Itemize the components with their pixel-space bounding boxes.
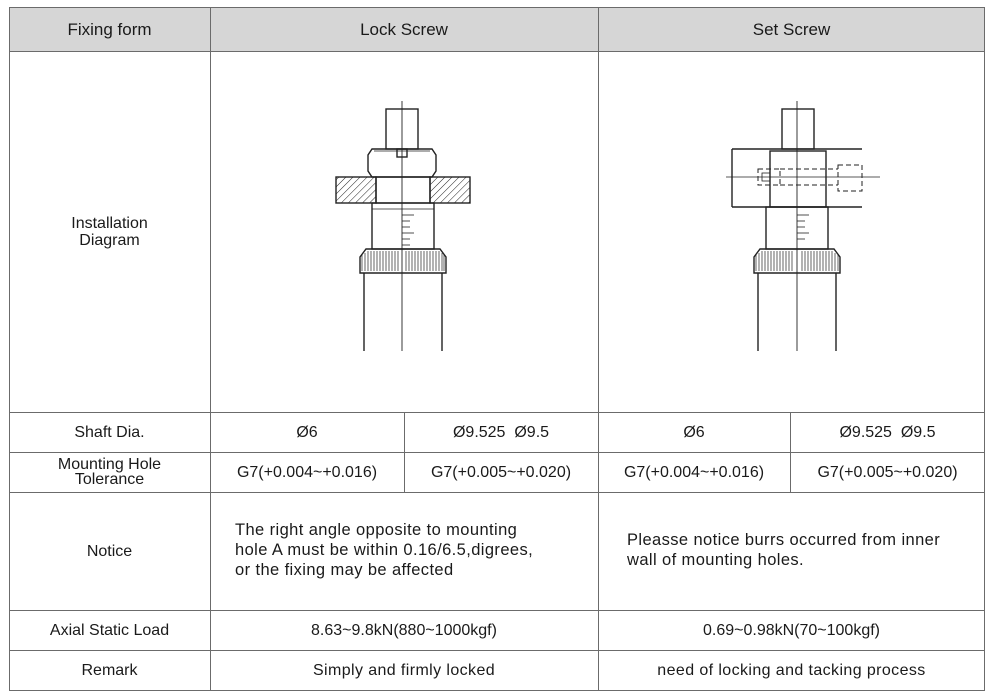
fixing-form-table (9, 7, 985, 691)
tolerance-lock-a-text: G7(+0.004~+0.016) (236, 463, 378, 481)
notice-lock-line2: hole A must be within 0.16/6.5,digrees, (235, 541, 534, 559)
notice-set-line1: Pleasse notice burrs occurred from inner (627, 531, 941, 549)
tolerance-lock-b-text: G7(+0.005~+0.020) (430, 463, 572, 481)
notice-set-line2: wall of mounting holes. (627, 551, 805, 569)
tolerance-label-line1: Mounting Hole (57, 456, 162, 473)
shaft-dia-set-b (790, 412, 985, 452)
set-screw-diagram (598, 51, 985, 412)
shaft-dia-set-a (598, 412, 790, 452)
header-lock-screw-text: Lock Screw (360, 19, 448, 39)
installation-label (9, 51, 210, 412)
header-set-screw (598, 7, 985, 51)
remark-lock-text: Simply and firmly locked (312, 661, 496, 679)
notice-lock-line3: or the fixing may be affected (235, 561, 454, 579)
notice-set (627, 530, 984, 580)
axial-load-lock-text: 8.63~9.8kN(880~1000kgf) (311, 621, 497, 639)
header-fixing-form-text: Fixing form (67, 19, 152, 39)
header-set-screw-text: Set Screw (752, 19, 831, 39)
axial-load-lock (210, 610, 598, 650)
tolerance-lock-b (404, 452, 598, 492)
header-lock-screw (210, 7, 598, 51)
lock-screw-diagram (210, 51, 598, 412)
tolerance-lock-a (210, 452, 404, 492)
remark-label-text: Remark (81, 661, 138, 679)
remark-set-text: need of locking and tacking process (657, 661, 926, 679)
shaft-dia-label-text: Shaft Dia. (74, 423, 145, 441)
remark-lock (210, 650, 598, 690)
installation-label-line2: Diagram (79, 231, 140, 249)
tolerance-set-a (598, 452, 790, 492)
table-border-top (9, 7, 985, 8)
axial-load-label (9, 610, 210, 650)
shaft-dia-set-b-text: Ø9.525 Ø9.5 (839, 423, 936, 441)
shaft-dia-lock-a (210, 412, 404, 452)
tolerance-label-line2: Tolerance (74, 471, 145, 488)
installation-label-line1: Installation (71, 214, 148, 232)
tolerance-set-b-text: G7(+0.005~+0.020) (817, 463, 958, 481)
tolerance-set-a-text: G7(+0.004~+0.016) (623, 463, 765, 481)
axial-load-set (598, 610, 985, 650)
notice-label-text: Notice (86, 542, 133, 560)
table-border-bottom (9, 690, 985, 691)
shaft-dia-lock-a-text: Ø6 (296, 423, 318, 441)
axial-load-set-text: 0.69~0.98kN(70~100kgf) (702, 621, 880, 639)
shaft-dia-lock-b (404, 412, 598, 452)
notice-lock-line1: The right angle opposite to mounting (235, 521, 518, 539)
notice-lock (235, 520, 597, 590)
axial-load-label-text: Axial Static Load (49, 621, 170, 639)
notice-label (9, 492, 210, 610)
shaft-dia-set-a-text: Ø6 (683, 423, 705, 441)
shaft-dia-lock-b-text: Ø9.525 Ø9.5 (452, 423, 550, 441)
tolerance-label (9, 452, 210, 492)
header-fixing-form (9, 7, 210, 51)
shaft-dia-label (9, 412, 210, 452)
tolerance-set-b (790, 452, 985, 492)
remark-label (9, 650, 210, 690)
remark-set (598, 650, 985, 690)
